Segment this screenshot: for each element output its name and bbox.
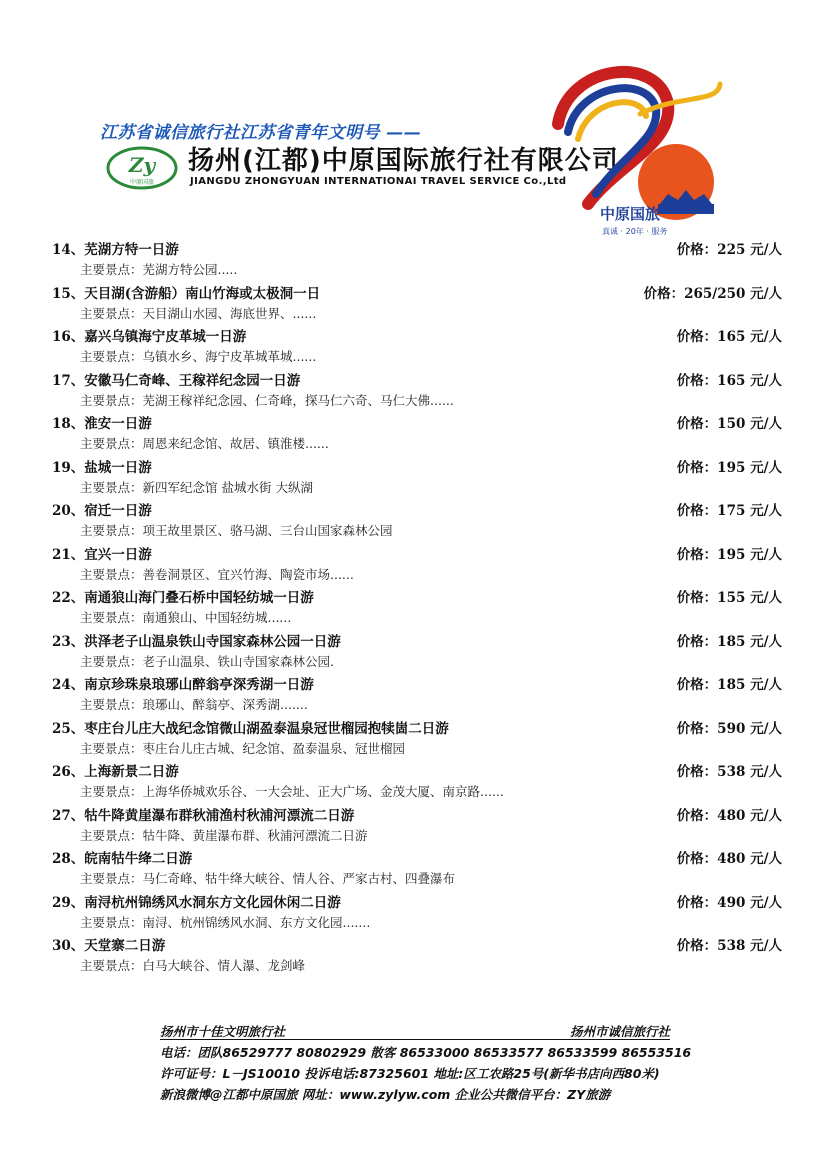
tour-item [52, 932, 782, 976]
logo-text: 中原国旅 [129, 179, 155, 186]
tour-item [52, 802, 782, 846]
tour-price: 价格：165 元/人 [676, 372, 782, 389]
emblem-subtitle: 真诚 · 20年 · 服务 [602, 227, 668, 236]
tour-sights: 主要景点：天目湖山水园、海底世界、...... [80, 305, 317, 321]
tour-number: 29、 [52, 894, 85, 911]
footer-divider [160, 1039, 670, 1040]
tour-name: 南浔杭州锦绣风水洞东方文化园休闲二日游 [84, 894, 341, 911]
footer-phone: 电话：团队86529777 80802929 散客 86533000 86533577 86533599 86553516 [160, 1045, 692, 1060]
tour-title [52, 891, 341, 911]
tour-title [52, 934, 165, 954]
tour-name: 枣庄台儿庄大战纪念馆微山湖盈泰温泉冠世榴园抱犊崮二日游 [84, 720, 449, 737]
tour-price: 价格：480 元/人 [676, 807, 782, 824]
tour-title [52, 238, 179, 258]
tour-number: 18、 [52, 416, 85, 432]
company-tagline: 江苏省诚信旅行社江苏省青年文明号 —— [100, 123, 422, 143]
tour-price: 价格：265/250 元/人 [643, 285, 782, 302]
tour-sights: 主要景点：老子山温泉、铁山寺国家森林公园. [80, 653, 334, 669]
tour-sights: 主要景点：枣庄台儿庄古城、纪念馆、盈泰温泉、冠世榴园 [80, 740, 406, 756]
tour-name: 上海新景二日游 [84, 764, 179, 780]
tour-number: 22、 [52, 590, 85, 606]
tour-item [52, 845, 782, 889]
tour-price: 价格：590 元/人 [676, 720, 782, 737]
tour-number: 19、 [52, 459, 85, 476]
tour-item [52, 671, 782, 715]
tour-price: 价格：150 元/人 [676, 416, 782, 432]
tour-sights: 主要景点：芜湖王稼祥纪念园、仁奇峰，探马仁六奇、马仁大佛...... [80, 392, 454, 408]
tour-name: 洪泽老子山温泉铁山寺国家森林公园一日游 [84, 633, 341, 650]
footer-license: 许可证号：L－JS10010 投诉电话:87325601 地址:区工农路25号(新华书店向西80米) [160, 1066, 660, 1081]
tour-name: 宿迁一日游 [84, 503, 152, 519]
tour-number: 17、 [52, 372, 85, 389]
tour-title [52, 847, 192, 867]
tour-item [52, 715, 782, 759]
tour-number: 24、 [52, 677, 85, 693]
tour-name: 盐城一日游 [84, 459, 152, 476]
tour-name: 天堂寨二日游 [84, 938, 166, 954]
tour-list [52, 236, 782, 976]
tour-name: 宜兴一日游 [84, 546, 152, 563]
tour-number: 15、 [52, 285, 85, 302]
tour-number: 30、 [52, 938, 85, 954]
tour-item [52, 541, 782, 585]
tour-item [52, 758, 782, 802]
tour-sights: 主要景点：乌镇水乡、海宁皮革城革城...... [80, 349, 317, 364]
tour-price: 价格：155 元/人 [676, 590, 782, 606]
company-name-cn: 扬州(江都)中原国际旅行社有限公司 [188, 146, 619, 176]
tour-number: 27、 [52, 807, 85, 824]
footer [160, 1022, 692, 1106]
tour-price: 价格：480 元/人 [676, 851, 782, 867]
tour-price: 价格：185 元/人 [676, 677, 782, 693]
tour-price: 价格：175 元/人 [676, 503, 782, 519]
tour-price: 价格：490 元/人 [676, 894, 782, 911]
tour-price: 价格：195 元/人 [676, 546, 782, 563]
tour-title [52, 412, 152, 432]
tour-item [52, 889, 782, 933]
tour-name: 嘉兴乌镇海宁皮革城一日游 [84, 329, 247, 345]
footer-orgs [160, 1022, 670, 1043]
tour-title [52, 456, 152, 476]
tour-number: 20、 [52, 503, 85, 519]
tour-item [52, 280, 782, 324]
tour-name: 南通狼山海门叠石桥中国轻纺城一日游 [84, 590, 314, 606]
tour-number: 23、 [52, 633, 85, 650]
tour-number: 14、 [52, 242, 85, 258]
tour-item [52, 454, 782, 498]
tour-name: 天目湖(含游船）南山竹海或太极洞一日 [84, 285, 321, 302]
tour-sights: 主要景点：新四军纪念馆 盐城水街 大纵湖 [80, 479, 313, 495]
tour-name: 南京珍珠泉琅琊山醉翁亭深秀湖一日游 [84, 677, 314, 693]
tour-name: 牯牛降黄崖瀑布群秋浦渔村秋浦河漂流二日游 [84, 807, 355, 824]
tour-price: 价格：165 元/人 [676, 329, 782, 345]
tour-sights: 主要景点：项王故里景区、骆马湖、三台山国家森林公园 [80, 523, 393, 538]
tour-item [52, 323, 782, 367]
tour-number: 26、 [52, 764, 85, 780]
tour-price: 价格：225 元/人 [676, 242, 782, 258]
tour-item [52, 497, 782, 541]
tour-price: 价格：185 元/人 [676, 633, 782, 650]
tour-name: 安徽马仁奇峰、王稼祥纪念园一日游 [84, 372, 301, 389]
emblem-title: 中原国旅 [600, 205, 661, 223]
tour-title [52, 673, 314, 693]
tour-price: 价格：195 元/人 [676, 459, 782, 476]
tour-sights: 主要景点：琅琊山、醉翁亭、深秀湖....... [80, 697, 308, 712]
tour-title [52, 325, 246, 345]
tour-title [52, 804, 354, 824]
tour-sights: 主要景点：南通狼山、中国轻纺城...... [80, 610, 292, 625]
footer-web: 新浪微博@江都中原国旅 网址：www.zylyw.com 企业公共微信平台：ZY旅游 [160, 1087, 611, 1102]
tour-title [52, 543, 152, 563]
tour-sights: 主要景点：马仁奇峰、牯牛绛大峡谷、情人谷、严家古村、四叠瀑布 [80, 871, 456, 886]
tour-name: 芜湖方特一日游 [84, 242, 179, 258]
tour-sights: 主要景点：善卷洞景区、宜兴竹海、陶瓷市场...... [80, 566, 354, 582]
tour-price: 价格：538 元/人 [676, 764, 782, 780]
company-name-en: JIANGDU ZHONGYUAN INTERNATIONAI TRAVEL SERVICE Co.,Ltd [190, 176, 567, 187]
tour-title [52, 630, 341, 650]
tour-item [52, 584, 782, 628]
tour-title [52, 282, 320, 302]
tour-item [52, 236, 782, 280]
anniversary-emblem [548, 54, 728, 238]
tour-number: 21、 [52, 546, 85, 563]
footer-left-org: 扬州市十佳文明旅行社 [160, 1024, 286, 1039]
tour-name: 皖南牯牛绛二日游 [84, 851, 193, 867]
tour-title [52, 586, 314, 606]
tour-title [52, 717, 449, 737]
company-logo [106, 146, 178, 190]
tour-title [52, 760, 179, 780]
tour-number: 25、 [52, 720, 85, 737]
tour-number: 16、 [52, 329, 85, 345]
svg-text:Zy: Zy [128, 153, 156, 177]
tour-number: 28、 [52, 851, 85, 867]
footer-right-org: 扬州市诚信旅行社 [569, 1024, 670, 1039]
tour-sights: 主要景点：牯牛降、黄崖瀑布群、秋浦河漂流二日游 [80, 827, 368, 843]
tour-item [52, 367, 782, 411]
tour-price: 价格：538 元/人 [676, 938, 782, 954]
tour-sights: 主要景点：周恩来纪念馆、故居、镇淮楼...... [80, 436, 329, 451]
tour-title [52, 369, 300, 389]
tour-item [52, 410, 782, 454]
tour-title [52, 499, 152, 519]
tour-sights: 主要景点：芜湖方特公园..... [80, 262, 238, 277]
tour-item [52, 628, 782, 672]
tour-sights: 主要景点：南浔、杭州锦绣风水洞、东方文化园....... [80, 914, 371, 930]
tour-name: 淮安一日游 [84, 416, 152, 432]
tour-sights: 主要景点：白马大峡谷、情人瀑、龙剑峰 [80, 958, 306, 973]
tour-sights: 主要景点：上海华侨城欢乐谷、一大会址、正大广场、金茂大厦、南京路...... [80, 784, 504, 799]
